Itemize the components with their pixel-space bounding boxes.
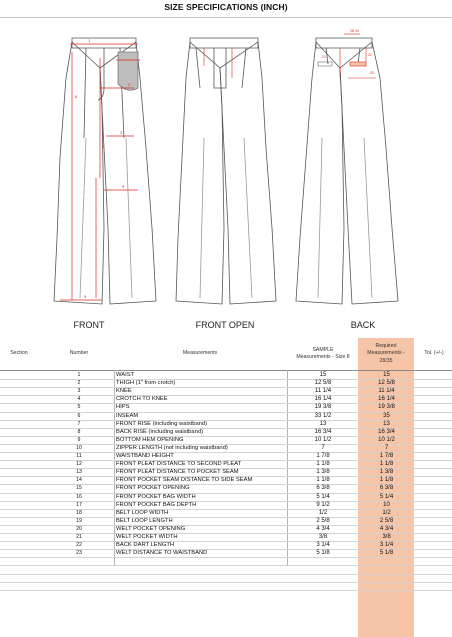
row-number: 21 [76, 534, 82, 540]
table-row [0, 509, 452, 517]
row-measurement: KNEE [116, 388, 132, 395]
row-rule [0, 557, 452, 558]
row-required-value: 16 3/4 [378, 428, 395, 435]
row-required-value: 1 3/8 [379, 469, 394, 476]
header-tolerance: Tol. (+/-) [424, 350, 444, 357]
table-row [0, 549, 452, 557]
table-row [0, 379, 452, 387]
row-number: 16 [76, 493, 82, 500]
back-right-leg [340, 42, 398, 304]
front-left-leg [54, 42, 104, 304]
front-crease-b [126, 138, 132, 298]
row-sample-value: 3/8 [318, 534, 328, 540]
svg-text:20: 20 [370, 71, 374, 75]
svg-text:9: 9 [84, 294, 87, 299]
front-crease [80, 138, 86, 298]
open-pocket-left [196, 48, 200, 88]
back-welt-pocket-left [318, 62, 332, 66]
open-right-leg [220, 42, 276, 304]
row-required-value: 4 3/4 [379, 525, 394, 532]
row-required-value: 19 3/8 [378, 404, 395, 411]
row-number: 20 [76, 525, 82, 532]
row-measurement: INSEAM [116, 412, 139, 419]
row-measurement: ZIPPER LENGTH (not including waistband) [116, 444, 228, 451]
row-sample-value: 12 5/8 [314, 380, 332, 387]
table-row [0, 436, 452, 444]
table-row [0, 501, 452, 509]
row-number: 23 [76, 550, 82, 557]
row-measurement: BOTTOM HEM OPENING [116, 436, 184, 443]
back-dart-right [358, 48, 360, 64]
row-sample-value: 5 1/8 [316, 550, 330, 557]
row-required-value: 1 7/8 [379, 453, 394, 459]
row-sample-value: 1 1/8 [316, 477, 330, 484]
row-sample-value: 1 7/8 [316, 453, 330, 459]
row-required-value: 1 1/8 [379, 477, 394, 484]
row-measurement: BELT LOOP WIDTH [116, 509, 169, 516]
row-number: 14 [76, 477, 82, 484]
row-measurement: FRONT RISE (including waistband) [116, 420, 208, 427]
row-sample-value: 19 3/8 [314, 404, 332, 411]
row-number: 4 [77, 396, 81, 403]
row-number: 12 [76, 461, 82, 468]
row-number: 11 [76, 453, 82, 459]
back-waistband [316, 38, 372, 48]
row-number: 13 [76, 469, 82, 476]
back-dart-left [326, 48, 328, 64]
row-measurement: WAISTBAND HEIGHT [116, 453, 174, 459]
table-row [0, 412, 452, 420]
table-row [0, 533, 452, 541]
spec-table [0, 338, 452, 637]
row-required-value: 1 1/8 [379, 461, 394, 468]
back-left-leg [296, 42, 344, 304]
row-measurement: WELT DISTANCE TO WAISTBAND [116, 550, 208, 557]
row-measurement: FRONT POCKET BAG WIDTH [116, 493, 196, 500]
svg-text:18 19: 18 19 [350, 29, 359, 33]
row-number: 3 [77, 388, 81, 395]
row-number: 18 [76, 509, 82, 516]
table-row [0, 428, 452, 436]
table-row [0, 371, 452, 379]
table-row [0, 387, 452, 395]
header-sample [288, 338, 358, 370]
svg-text:2: 2 [128, 82, 131, 87]
row-sample-value: 10 1/2 [314, 436, 332, 443]
row-number: 22 [76, 542, 82, 549]
row-required-value: 3 1/4 [379, 542, 394, 549]
row-sample-value: 3 1/4 [316, 542, 330, 549]
svg-text:3: 3 [120, 130, 123, 135]
svg-text:9: 9 [122, 184, 125, 189]
row-sample-value: 13 [319, 420, 327, 427]
table-row [0, 525, 452, 533]
header-measurements: Measurements [182, 350, 218, 357]
open-pocket-right [242, 48, 246, 88]
open-waistband [190, 38, 258, 48]
row-sample-value: 1 3/8 [316, 469, 330, 476]
row-measurement: THIGH (1" from crotch) [116, 380, 176, 387]
svg-text:22: 22 [368, 53, 372, 57]
table-row [0, 493, 452, 501]
row-number: 2 [77, 380, 81, 387]
row-measurement: WAIST [116, 372, 135, 378]
row-sample-value: 5 1/4 [316, 493, 330, 500]
row-measurement: CROTCH TO KNEE [116, 396, 168, 403]
row-sample-value: 1/2 [318, 509, 328, 516]
row-measurement: FRONT POCKET OPENING [116, 485, 190, 492]
row-required-value: 5 1/8 [379, 550, 394, 557]
row-sample-value: 11 1/4 [314, 388, 332, 395]
open-crease [200, 138, 204, 298]
row-sample-value: 7 [321, 444, 325, 451]
row-number: 8 [77, 428, 81, 435]
back-crease-b [364, 138, 372, 298]
svg-text:1: 1 [88, 38, 91, 43]
row-measurement: FRONT POCKET BAG DEPTH [116, 501, 197, 508]
row-measurement: WELT POCKET WIDTH [116, 534, 178, 540]
view-label-back: BACK [350, 320, 376, 330]
row-required-value: 11 1/4 [378, 388, 395, 395]
row-sample-value: 15 [319, 372, 327, 378]
row-sample-value: 33 1/2 [314, 412, 332, 419]
table-row [0, 444, 452, 452]
row-measurement: FRONT PLEAT DISTANCE TO SECOND PLEAT [116, 461, 242, 468]
table-row [0, 460, 452, 468]
header-required-line2: Measurements - [367, 350, 405, 357]
row-rule [0, 574, 452, 575]
row-number: 5 [77, 404, 81, 411]
table-row [0, 484, 452, 492]
row-required-value: 6 3/8 [379, 485, 394, 492]
row-required-value: 3/8 [382, 534, 391, 540]
table-row [0, 476, 452, 484]
row-required-value: 13 [383, 420, 390, 427]
row-sample-value: 9 1/2 [316, 501, 330, 508]
row-number: 17 [76, 501, 82, 508]
row-number: 1 [77, 372, 81, 378]
table-row [0, 468, 452, 476]
row-required-value: 7 [384, 444, 389, 451]
table-row [0, 517, 452, 525]
garment-views [0, 18, 452, 334]
row-required-value: 10 [383, 501, 390, 508]
row-sample-value: 16 3/4 [314, 428, 332, 435]
front-pleat-a [84, 48, 86, 138]
row-measurement: FRONT PLEAT DISTANCE TO POCKET SEAM [116, 469, 239, 476]
row-required-value: 2 5/8 [379, 517, 394, 524]
row-required-value: 12 5/8 [378, 380, 395, 387]
header-sample-line2: Measurements - Size 8 [296, 354, 350, 360]
row-measurement: HIPS [116, 404, 130, 411]
row-number: 6 [77, 412, 81, 419]
row-required-value: 5 1/4 [379, 493, 394, 500]
header-number: Number [69, 350, 89, 357]
back-welt-pocket [350, 62, 366, 66]
table-row [0, 541, 452, 549]
row-sample-value: 16 1/4 [314, 396, 332, 403]
row-required-value: 1/2 [382, 509, 391, 516]
row-required-value: 35 [383, 412, 390, 419]
row-number: 10 [76, 444, 82, 451]
row-rule [0, 565, 452, 566]
row-required-value: 15 [383, 372, 390, 378]
front-waistband [72, 38, 136, 48]
header-section: Section [10, 350, 28, 357]
row-sample-value: 4 3/4 [316, 525, 330, 532]
view-label-front-open: FRONT OPEN [195, 320, 255, 330]
row-number: 19 [76, 517, 82, 524]
svg-text:4: 4 [102, 144, 105, 149]
back-crease [318, 138, 322, 298]
open-crease-b [244, 138, 252, 298]
row-number: 15 [76, 485, 82, 492]
row-required-value: 16 1/4 [378, 396, 395, 403]
header-required-line1: Required [375, 343, 397, 350]
row-measurement: BACK RISE (including waistband) [116, 428, 203, 435]
table-row [0, 395, 452, 403]
header-required-line3: 28/35 [379, 357, 393, 364]
header-required [358, 338, 414, 370]
open-left-leg [176, 42, 224, 304]
row-measurement: FRONT POCKET SEAM DISTANCE TO SIDE SEAM [116, 477, 253, 484]
row-sample-value: 6 3/8 [316, 485, 330, 492]
row-rule [0, 582, 452, 583]
row-sample-value: 2 5/8 [316, 517, 330, 524]
pants-sketches [0, 18, 452, 334]
view-label-front: FRONT [73, 320, 105, 330]
sheet-title: SIZE SPECIFICATIONS (INCH) [164, 2, 288, 12]
header-sample-line1: SAMPLE [312, 346, 334, 353]
row-measurement: WELT POCKET OPENING [116, 525, 186, 532]
row-rule [0, 590, 452, 591]
svg-text:21: 21 [322, 55, 326, 59]
table-row [0, 452, 452, 460]
row-sample-value: 1 1/8 [316, 461, 330, 468]
svg-text:6: 6 [75, 94, 78, 99]
row-number: 9 [77, 436, 81, 443]
row-measurement: BELT LOOP LENGTH [116, 517, 173, 524]
row-measurement: BACK DART LENGTH [116, 542, 175, 549]
row-number: 7 [77, 420, 81, 427]
row-required-value: 10 1/2 [378, 436, 395, 443]
table-row [0, 420, 452, 428]
table-row [0, 403, 452, 411]
